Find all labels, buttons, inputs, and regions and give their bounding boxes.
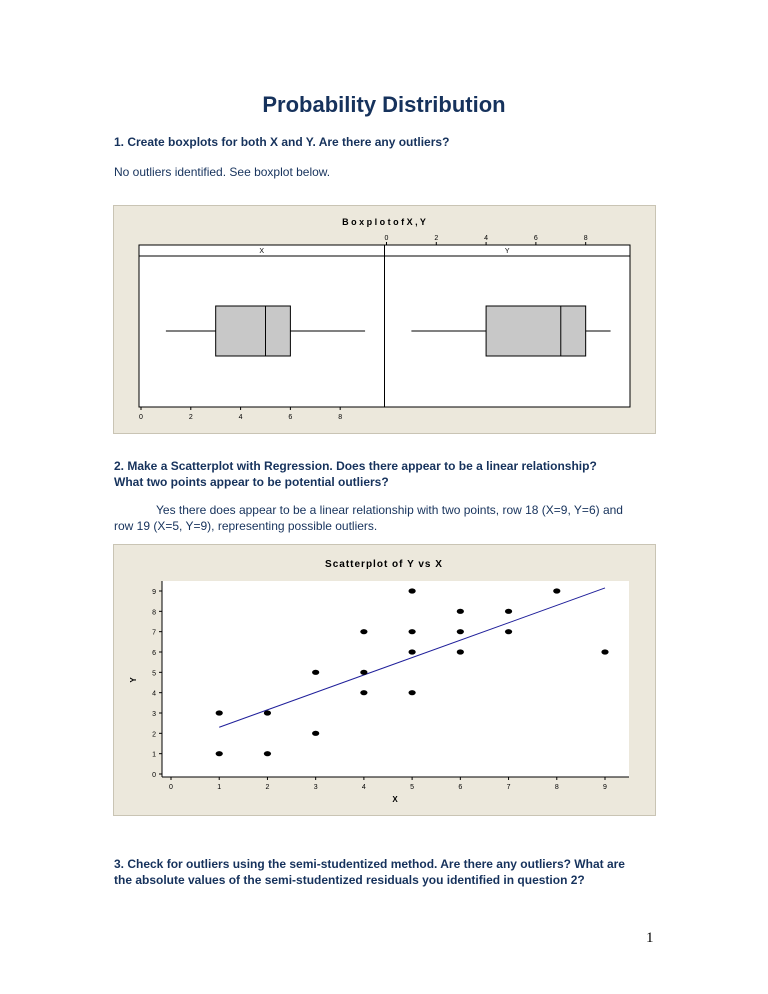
data-point <box>312 731 319 736</box>
question-3-line-2: the absolute values of the semi-studentized residuals you identified in question 2? <box>114 873 585 887</box>
question-2-line-2: What two points appear to be potential outliers? <box>114 475 389 489</box>
scatterplot-svg <box>114 545 655 815</box>
x-tick-label: 3 <box>313 784 318 791</box>
x-tick-label: 5 <box>410 784 415 791</box>
y-tick-label: 7 <box>152 629 156 637</box>
y-tick-label: 2 <box>152 731 156 739</box>
tick-label: 0 <box>139 414 143 421</box>
y-tick-label: 5 <box>152 670 156 678</box>
data-point <box>360 670 367 675</box>
data-point <box>505 629 512 634</box>
x-tick-label: 0 <box>169 784 173 791</box>
tick-label: 4 <box>484 235 489 242</box>
scatterplot-chart <box>113 544 656 816</box>
x-tick-label: 1 <box>217 784 222 791</box>
tick-label: 8 <box>583 235 588 242</box>
tick-label: 2 <box>188 414 193 421</box>
y-tick-label: 1 <box>152 751 156 759</box>
box-x <box>216 306 291 356</box>
panel-label-x: X <box>259 248 265 255</box>
data-point <box>457 609 464 614</box>
tick-label: 2 <box>434 235 439 242</box>
y-tick-label: 8 <box>152 609 156 617</box>
answer-2-line-1: Yes there does appear to be a linear relationship with two points, row 18 (X=9, Y=6) and <box>156 503 623 517</box>
x-axis-label: X <box>392 795 398 804</box>
question-3-line-1: 3. Check for outliers using the semi-studentized method. Are there any outliers? What are <box>114 857 625 871</box>
data-point <box>360 690 367 695</box>
y-tick-label: 4 <box>152 690 156 698</box>
x-tick-label: 9 <box>603 784 607 791</box>
data-point <box>553 588 560 593</box>
tick-label: 4 <box>238 414 243 421</box>
page-number: 1 <box>646 930 654 946</box>
data-point <box>360 629 367 634</box>
data-point <box>505 609 512 614</box>
x-tick-label: 8 <box>554 784 559 791</box>
page-title: Probability Distribution <box>262 92 506 117</box>
chart-title: B o x p l o t o f X , Y <box>342 217 426 227</box>
tick-label: 0 <box>384 235 389 242</box>
data-point <box>312 670 319 675</box>
data-point <box>409 588 416 593</box>
x-tick-label: 4 <box>361 784 366 791</box>
boxplot-chart <box>113 205 656 434</box>
data-point <box>457 649 464 654</box>
data-point <box>409 629 416 634</box>
data-point <box>264 751 271 756</box>
chart-title: Scatterplot of Y vs X <box>325 559 443 570</box>
question-2-line-1: 2. Make a Scatterplot with Regression. Does there appear to be a linear relationship? <box>114 459 597 473</box>
y-tick-label: 6 <box>152 650 156 657</box>
data-point <box>264 710 271 715</box>
data-point <box>216 710 223 715</box>
question-1: 1. Create boxplots for both X and Y. Are there any outliers? <box>114 135 450 149</box>
boxplot-svg <box>114 206 655 433</box>
tick-label: 8 <box>338 414 343 421</box>
data-point <box>409 649 416 654</box>
data-point <box>409 690 416 695</box>
y-axis-label: Y <box>129 677 138 683</box>
x-tick-label: 7 <box>506 784 511 791</box>
data-point <box>457 629 464 634</box>
y-tick-label: 9 <box>152 589 156 596</box>
x-tick-label: 2 <box>265 784 270 791</box>
answer-2-line-2: row 19 (X=5, Y=9), representing possible outliers. <box>114 519 378 533</box>
y-tick-label: 0 <box>152 772 156 779</box>
data-point <box>216 751 223 756</box>
data-point <box>601 649 608 654</box>
tick-label: 6 <box>533 235 538 242</box>
tick-label: 6 <box>288 414 293 421</box>
box-y <box>486 306 586 356</box>
y-tick-label: 3 <box>152 711 156 718</box>
plot-area <box>162 581 629 777</box>
panel-label-y: Y <box>504 248 510 255</box>
x-tick-label: 6 <box>458 784 463 791</box>
answer-1: No outliers identified. See boxplot below. <box>114 165 331 179</box>
